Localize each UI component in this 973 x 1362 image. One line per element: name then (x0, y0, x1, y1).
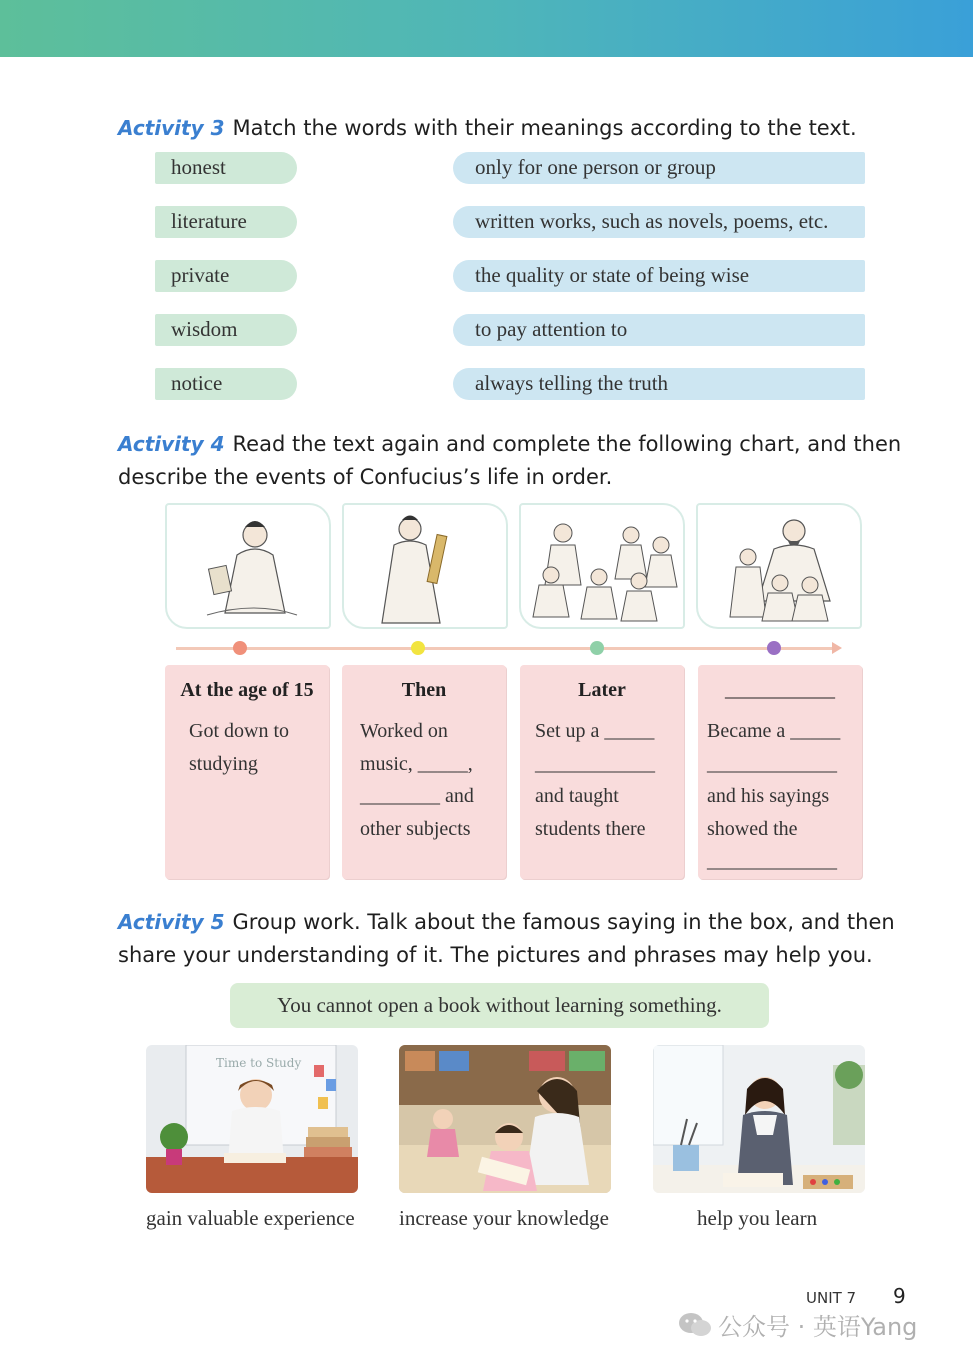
card-text[interactable]: Got down to studying (189, 720, 289, 775)
card-heading: At the age of 15 (180, 679, 314, 701)
timeline-arrow-icon (832, 642, 842, 654)
picture-frame (696, 503, 862, 629)
activity3-title (118, 112, 908, 145)
card-heading: Later (578, 679, 626, 701)
activity4-title (118, 428, 908, 494)
caption: increase your knowledge (399, 1206, 609, 1230)
card-heading-blank[interactable]: ___________ (725, 679, 835, 701)
word-item[interactable]: literature (155, 206, 297, 238)
chart-card (342, 665, 506, 879)
meaning-item[interactable]: the quality or state of being wise (453, 260, 865, 292)
picture-frame (342, 503, 508, 629)
top-color-band (0, 0, 973, 57)
sage-with-children-icon (698, 505, 860, 627)
photo-mother-daughter-reading (399, 1045, 611, 1193)
activity3-label: Activity 3 (118, 116, 225, 140)
word-item[interactable]: wisdom (155, 314, 297, 346)
unit-label: UNIT 7 (806, 1289, 857, 1307)
caption: gain valuable experience (146, 1206, 355, 1230)
timeline-line (176, 647, 838, 650)
timeline-dot (411, 641, 425, 655)
card-heading: Then (401, 679, 447, 701)
activity3-instruction: Match the words with their meanings according to the text. (232, 116, 857, 140)
meaning-item[interactable]: written works, such as novels, poems, etc. (453, 206, 865, 238)
scholar-with-scroll-icon (344, 505, 506, 627)
page-number: 9 (893, 1284, 906, 1308)
activity5-instruction: Group work. Talk about the famous saying in the box, and then share your understanding of it. The pictures and phrases may help you. (118, 910, 895, 967)
word-item[interactable]: honest (155, 152, 297, 184)
meaning-item[interactable]: only for one person or group (453, 152, 865, 184)
teacher-with-students-icon (521, 505, 683, 627)
chart-card (698, 665, 862, 879)
meaning-item[interactable]: always telling the truth (453, 368, 865, 400)
meaning-item[interactable]: to pay attention to (453, 314, 865, 346)
photo-girl-painting (653, 1045, 865, 1193)
caption: help you learn (697, 1206, 818, 1230)
activity4-label: Activity 4 (118, 432, 225, 456)
activity4-instruction: Read the text again and complete the following chart, and then describe the events of Confucius’s life in order. (118, 432, 902, 489)
chart-card (520, 665, 684, 879)
watermark (678, 1307, 917, 1342)
photo-girl-reading (146, 1045, 358, 1193)
card-text[interactable]: Became a _____ _____________ and his sayings showed the _____________ (707, 720, 841, 872)
card-text[interactable]: Set up a _____ ____________ and taught students there (535, 720, 655, 840)
word-item[interactable]: notice (155, 368, 297, 400)
timeline-dot (590, 641, 604, 655)
activity5-title (118, 906, 908, 972)
picture-frame (519, 503, 685, 629)
chart-card (165, 665, 329, 879)
watermark-text: 公众号 · 英语Yang (718, 1313, 918, 1341)
timeline-dot (233, 641, 247, 655)
card-text[interactable]: Worked on music, _____, ________ and other subjects (360, 720, 474, 840)
timeline-dot (767, 641, 781, 655)
activity5-label: Activity 5 (118, 910, 225, 934)
reading-scholar-icon (167, 505, 329, 627)
word-item[interactable]: private (155, 260, 297, 292)
saying-box: You cannot open a book without learning something. (230, 983, 769, 1028)
wechat-icon (678, 1311, 712, 1339)
picture-frame (165, 503, 331, 629)
board-text: Time to Study (216, 1056, 302, 1070)
